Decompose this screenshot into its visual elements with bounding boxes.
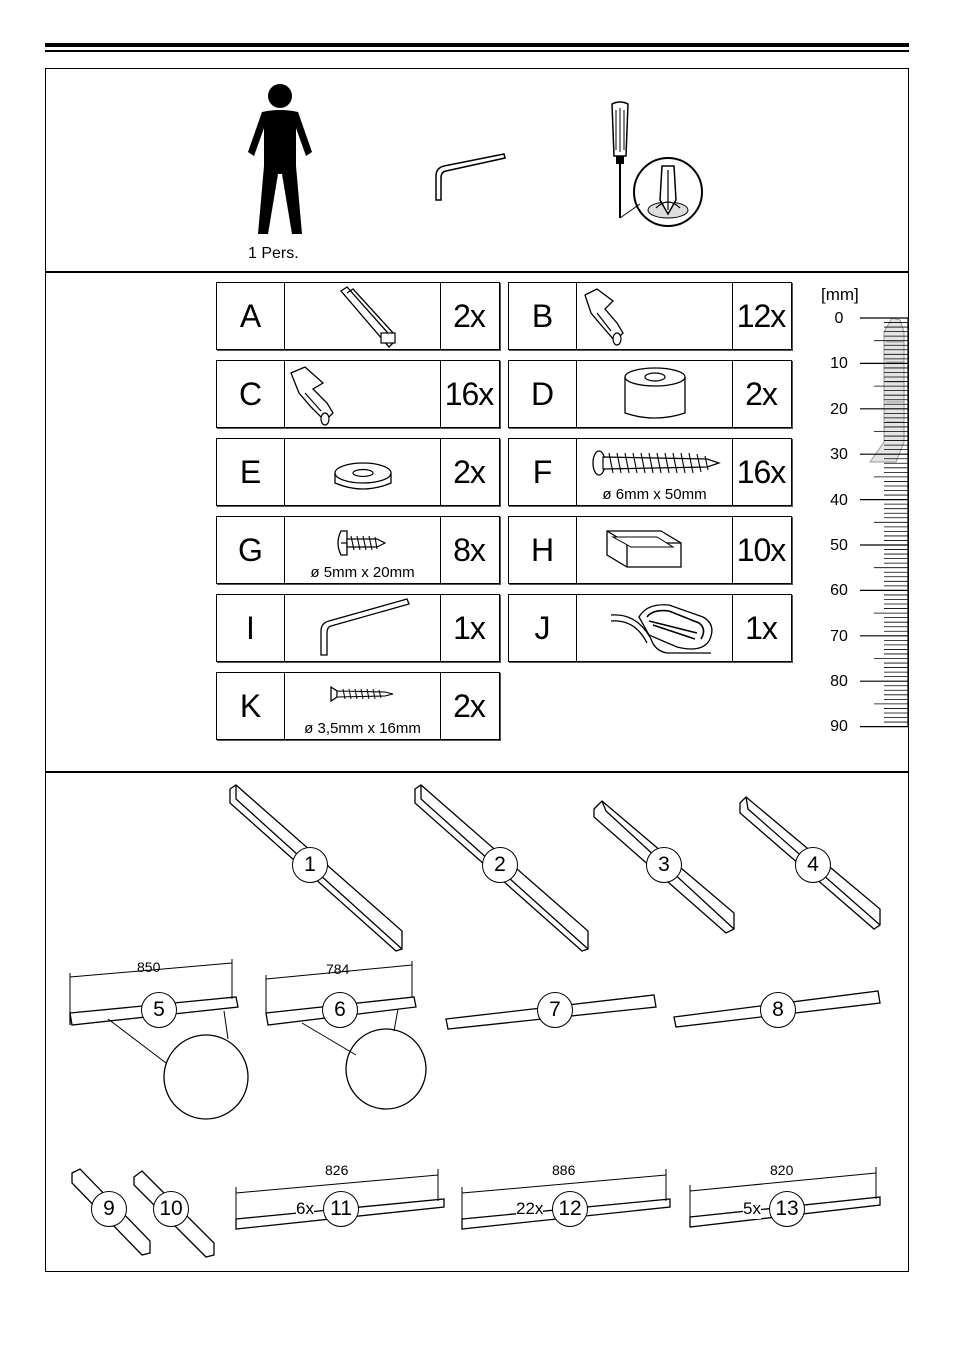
part-letter: G: [217, 517, 285, 583]
component-2-callout: 2: [482, 847, 518, 883]
part-letter: F: [509, 439, 577, 505]
component-3-callout: 3: [646, 847, 682, 883]
mm-ruler: [856, 312, 912, 732]
part-row-b: [508, 282, 792, 350]
slat-qty-12: 22x: [516, 1199, 544, 1218]
part-row-k: [216, 672, 500, 740]
scale-label: 60: [830, 582, 848, 599]
part-qty: 10x: [736, 531, 786, 568]
part-letter: E: [217, 439, 285, 505]
part-qty: 16x: [444, 375, 494, 412]
component-1-callout: 1: [292, 847, 328, 883]
component-7-callout: 7: [537, 992, 573, 1028]
wood-screw-icon: [577, 439, 733, 505]
washer-icon: [285, 439, 441, 505]
part-dimension: ø 6mm x 50mm: [602, 486, 707, 503]
allen-key-icon: [428, 150, 510, 204]
countersunk-screw-icon: [285, 673, 441, 739]
part-row-d: [508, 360, 792, 428]
component-4-callout: 4: [795, 847, 831, 883]
part-row-j: [508, 594, 792, 662]
part-letter: K: [217, 673, 285, 739]
scale-label: 40: [830, 492, 848, 509]
slat-clip-icon: [577, 283, 733, 349]
person-icon: [240, 82, 320, 242]
scale-label: 80: [830, 673, 848, 690]
part-qty: 2x: [453, 687, 485, 724]
slat-holder-icon: [285, 361, 441, 427]
part-dimension: ø 5mm x 20mm: [310, 564, 415, 581]
part-qty: 16x: [736, 453, 786, 490]
part-letter: D: [509, 361, 577, 427]
persons-label: 1 Pers.: [248, 245, 299, 262]
part-row-e: [216, 438, 500, 506]
pan-head-screw-icon: [285, 517, 441, 583]
component-11-callout: 11: [323, 1191, 359, 1227]
part-qty: 2x: [745, 375, 777, 412]
component-10-callout: 10: [153, 1191, 189, 1227]
component-8-callout: 8: [760, 992, 796, 1028]
dimension-850: 850: [137, 959, 161, 975]
part-letter: A: [217, 283, 285, 349]
part-row-a: [216, 282, 500, 350]
part-qty: 2x: [453, 453, 485, 490]
part-row-h: [508, 516, 792, 584]
section-divider-tools: [45, 271, 909, 273]
part-qty: 1x: [745, 609, 777, 646]
part-letter: I: [217, 595, 285, 661]
part-row-f: [508, 438, 792, 506]
dimension-820: 820: [770, 1162, 794, 1178]
dimension-784: 784: [326, 961, 350, 977]
scale-label: 90: [830, 718, 848, 735]
dimension-886: 886: [552, 1162, 576, 1178]
allen-key-icon: [285, 595, 441, 661]
component-9-callout: 9: [91, 1191, 127, 1227]
part-qty: 2x: [453, 297, 485, 334]
adhesive-tape-icon: [577, 595, 733, 661]
slat-qty-11: 6x: [296, 1199, 314, 1218]
part-letter: B: [509, 283, 577, 349]
part-qty: 1x: [453, 609, 485, 646]
scale-label: 10: [830, 355, 848, 372]
component-12-callout: 12: [552, 1191, 588, 1227]
part-letter: C: [217, 361, 285, 427]
part-letter: H: [509, 517, 577, 583]
screwdriver-icon: [596, 100, 708, 228]
component-13-callout: 13: [769, 1191, 805, 1227]
dimension-826: 826: [325, 1162, 349, 1178]
part-letter: J: [509, 595, 577, 661]
scale-label: 70: [830, 628, 848, 645]
top-rule-thick: [45, 43, 909, 47]
scale-label: 50: [830, 537, 848, 554]
scale-unit: [mm]: [821, 285, 859, 304]
scale-label: 0: [834, 310, 844, 327]
scale-label: 30: [830, 446, 848, 463]
component-5-callout: 5: [141, 992, 177, 1028]
part-row-i: [216, 594, 500, 662]
slat-qty-13: 5x: [743, 1199, 761, 1218]
spacer-sleeve-icon: [577, 361, 733, 427]
top-rule-thin: [45, 50, 909, 52]
part-row-g: [216, 516, 500, 584]
scale-label: 20: [830, 401, 848, 418]
cable-sleeve-icon: [577, 517, 733, 583]
part-row-c: [216, 360, 500, 428]
part-qty: 12x: [736, 297, 786, 334]
component-6-callout: 6: [322, 992, 358, 1028]
part-dimension: ø 3,5mm x 16mm: [304, 720, 421, 737]
hinge-bracket-icon: [285, 283, 441, 349]
part-qty: 8x: [453, 531, 485, 568]
